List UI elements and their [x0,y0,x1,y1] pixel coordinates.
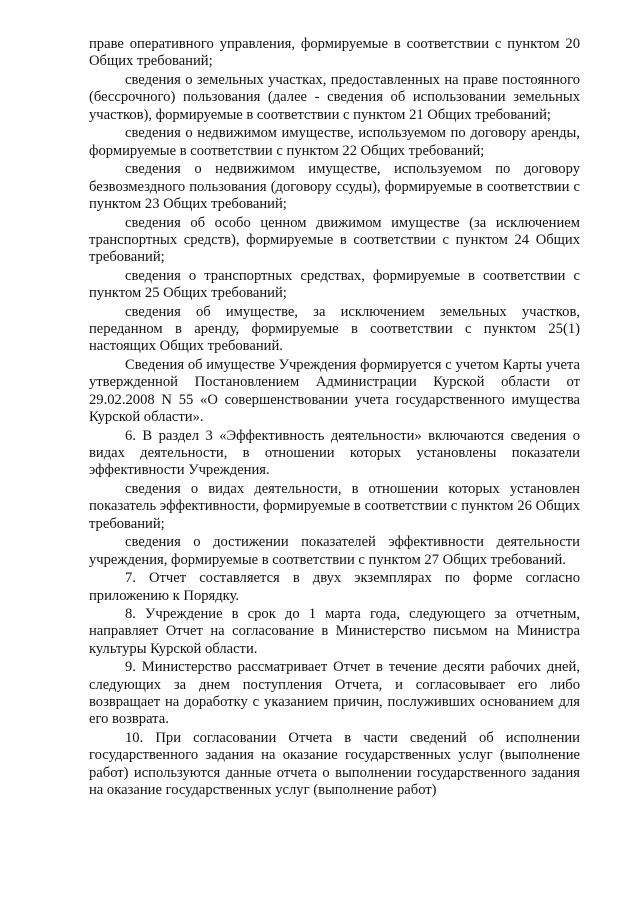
paragraph-item-10: 10. При согласовании Отчета в части сведений об исполнении государственного задания на оказание государственных услуг (выполнение работ) используются данные отчета о выполнении государственного задания на оказание государственных услуг (выполнение работ) [89,730,580,798]
paragraph-item-7: 7. Отчет составляется в двух экземплярах по форме согласно приложению к Порядку. [89,570,580,604]
paragraph-valuable-movable-property: сведения об особо ценном движимом имуществе (за исключением транспортных средств), формируемые в соответствии с пунктом 24 Общих требований; [89,214,580,266]
paragraph-free-use-property: сведения о недвижимом имуществе, используемом по договору безвозмездного пользования (договору ссуды), формируемые в соответствии с пунктом 23 Общих требований; [89,161,580,212]
paragraph-activity-types: сведения о видах деятельности, в отношении которых установлен показатель эффективности, формируемые в соответствии с пунктом 26 Общих требований; [89,480,580,532]
paragraph-lease-property: сведения о недвижимом имуществе, используемом по договору аренды, формируемые в соответствии с пунктом 22 Общих требований; [89,125,580,159]
paragraph-property-card: Сведения об имуществе Учреждения формируется с учетом Карты учета утвержденной Постановлением Администрации Курской области от 29.02.2008 N 55 «О совершенствовании учета государственного имущества Курской области». [89,357,580,425]
paragraph-land-plots: сведения о земельных участках, предоставленных на праве постоянного (бессрочного) пользования (далее - сведения об использовании земельных участков), формируемые в соответствии с пунктом 21 Общих требований; [89,71,580,123]
paragraph-item-6: 6. В раздел 3 «Эффективность деятельности» включаются сведения о видах деятельности, в отношении которых установлены показатели эффективности Учреждения. [89,427,580,479]
paragraph-item-8: 8. Учреждение в срок до 1 марта года, следующего за отчетным, направляет Отчет на согласование в Министерство письмом на Министра культуры Курской области. [89,606,580,657]
paragraph-leased-out-property: сведения об имуществе, за исключением земельных участков, переданном в аренду, формируемые в соответствии с пунктом 25(1) настоящих Общих требований. [89,303,580,355]
paragraph-continuation: праве оперативного управления, формируемые в соответствии с пунктом 20 Общих требований; [89,36,580,70]
paragraph-item-9: 9. Министерство рассматривает Отчет в течение десяти рабочих дней, следующих за днем поступления Отчета, и согласовывает его либо возвращает на доработку с указанием причин, послуживших основанием для его возврата. [89,659,580,728]
paragraph-vehicles: сведения о транспортных средствах, формируемые в соответствии с пунктом 25 Общих требований; [89,267,580,302]
paragraph-efficiency-indicators: сведения о достижении показателей эффективности деятельности учреждения, формируемые в соответствии с пунктом 27 Общих требований. [89,534,580,568]
document-body [89,36,580,799]
